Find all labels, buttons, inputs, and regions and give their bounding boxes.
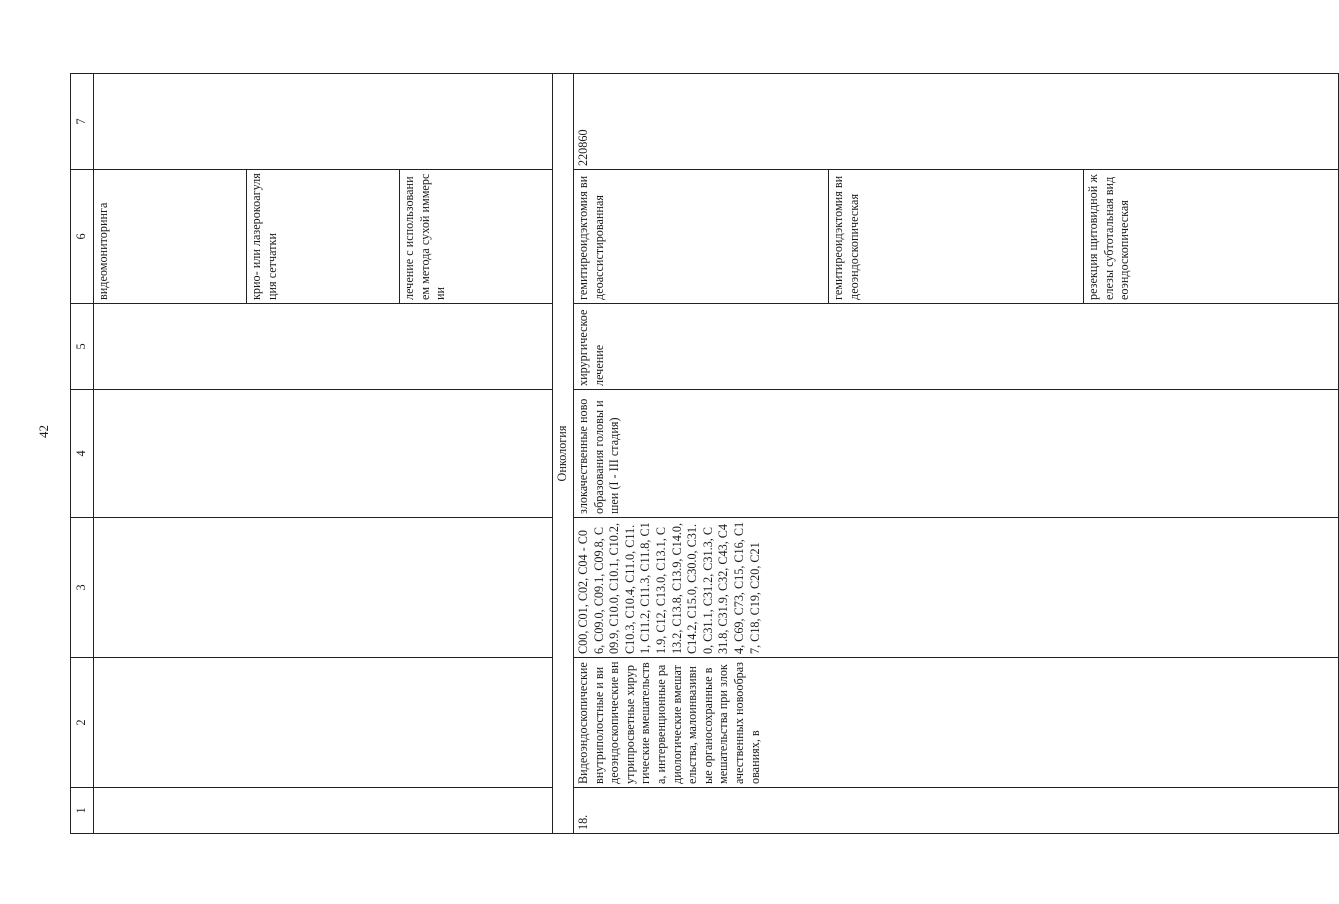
row-codes: C00, C01, C02, C04 - C06, C09.0, C09.1, C09.8, C09.9, C10.0, C10.1, C10.2, C10.3, C10.4, C11.0, C11.1, C11.2, C11.3, C11.8, C11.9, C12, C13.0, C13.1, C13.2, C13.8, C13.9, C14.0, C14.2, C15.0, C30.0, C31.0, C31.1, C31.2, C31.3, C31.8, C31.9, C32, C43, C44, C69, C73, C15, C16, C17, C18, C19, C20, C21 (574, 518, 1339, 658)
continuation-cell-5 (94, 304, 553, 390)
header-col-7: 7 (71, 74, 94, 170)
medical-care-table (70, 73, 1339, 834)
row-name: Видеоэндоскопические внутриполостные и видеоэндоскопические внутрипросветные хирургические вмешательства, интервенционные радиологические вмешательства, малоинвазивные органосохранные вмешательства при злокачественных новообразованиях, в (574, 658, 1339, 788)
row-methods-cell (574, 170, 1339, 304)
method-item: резекция щитовидной железы субтотальная видеоэндоскопическая (1086, 174, 1132, 300)
header-col-3: 3 (71, 518, 94, 658)
continuation-cell-7 (94, 74, 553, 170)
row-number: 18. (574, 788, 1339, 834)
rotated-table-container (70, 74, 1132, 834)
method-item: лечение с использованием метода сухой иммерсии (402, 173, 448, 300)
continuation-row (94, 74, 553, 834)
section-row (553, 74, 574, 834)
header-col-4: 4 (71, 390, 94, 518)
continuation-methods-list (94, 170, 552, 303)
continuation-cell-1 (94, 788, 553, 834)
continuation-cell-2 (94, 658, 553, 788)
continuation-cell-3 (94, 518, 553, 658)
header-col-6: 6 (71, 170, 94, 304)
header-col-1: 1 (71, 788, 94, 834)
method-item: гемитиреоидэктомия видеоэндоскопическая (829, 170, 1084, 303)
method-item: гемитиреоидэктомия видеоассистированная (574, 170, 829, 303)
row-methods-list (574, 170, 1338, 303)
method-item: видеомониторинга (94, 170, 247, 303)
continuation-cell-4 (94, 390, 553, 518)
row-model: злокачественные новообразования головы и шеи (I - III стадия) (574, 390, 1339, 518)
continuation-methods-cell (94, 170, 553, 304)
row-treatment-type: хирургическое лечение (574, 304, 1339, 390)
row-cost: 220860 (574, 74, 1339, 170)
section-title: Онкология (553, 74, 574, 834)
header-col-5: 5 (71, 304, 94, 390)
header-row (71, 74, 94, 834)
table-row (574, 74, 1339, 834)
page-number: 42 (36, 425, 51, 438)
method-item: крио- или лазерокоагуляция сетчатки (247, 170, 400, 303)
header-col-2: 2 (71, 658, 94, 788)
